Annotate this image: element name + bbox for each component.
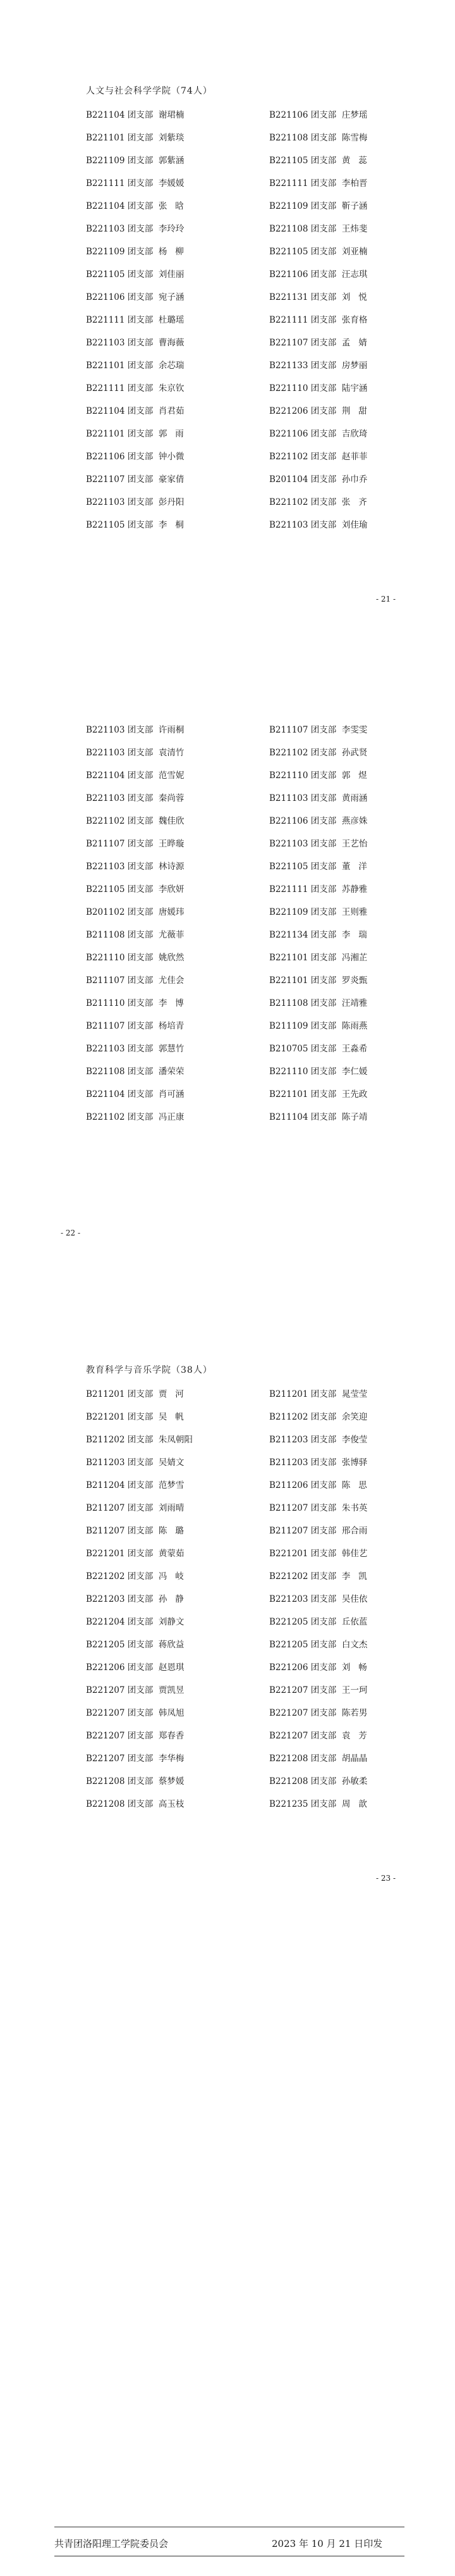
roster-entry: B211108 团支部 尤薇菲 xyxy=(86,930,185,940)
roster-row xyxy=(86,1706,402,1728)
roster-row xyxy=(86,1387,402,1409)
roster-entry: B221106 团支部 庄梦瑶 xyxy=(269,110,368,120)
roster-row xyxy=(86,973,402,996)
roster-row xyxy=(86,1019,402,1041)
roster-entry: B221111 团支部 杜璐瑶 xyxy=(86,315,185,325)
roster-entry: B211201 团支部 贾 河 xyxy=(86,1389,184,1399)
roster-entry: B221101 团支部 罗炎甄 xyxy=(269,975,368,986)
roster-entry: B221208 团支部 蔡梦媛 xyxy=(86,1776,185,1786)
roster-entry: B221103 团支部 郭慧竹 xyxy=(86,1044,185,1054)
roster-row xyxy=(86,199,402,221)
roster-entry: B221203 团支部 孙 静 xyxy=(86,1594,184,1604)
roster-entry: B221103 团支部 刘佳瑜 xyxy=(269,520,368,530)
roster-entry: B221235 团支部 周 歆 xyxy=(269,1799,367,1809)
roster-entry: B221202 团支部 冯 岐 xyxy=(86,1571,184,1582)
roster-entry: B221208 团支部 高玉枝 xyxy=(86,1799,185,1809)
roster-entry: B221105 团支部 李 桐 xyxy=(86,520,184,530)
roster-entry: B211107 团支部 杨培青 xyxy=(86,1021,185,1031)
roster-entry: B211207 团支部 朱书英 xyxy=(269,1503,368,1513)
roster-entry: B221101 团支部 冯湘芷 xyxy=(269,953,368,963)
roster-entry: B221109 团支部 杨 柳 xyxy=(86,247,184,257)
roster-entry: B221102 团支部 冯正康 xyxy=(86,1112,185,1122)
roster-entry: B221111 团支部 李媛媛 xyxy=(86,178,185,189)
roster-row xyxy=(86,1797,402,1819)
roster-entry: B221133 团支部 房梦丽 xyxy=(269,361,368,371)
roster-entry: B221106 团支部 汪志琪 xyxy=(269,269,368,280)
roster-entry: B221207 团支部 郑春香 xyxy=(86,1731,185,1741)
roster-entry: B221102 团支部 魏佳欣 xyxy=(86,816,185,826)
roster-row xyxy=(86,267,402,290)
roster-humanities-part2 xyxy=(86,722,402,1132)
roster-entry: B211206 团支部 陈 思 xyxy=(269,1480,367,1490)
roster-entry: B221208 团支部 胡晶晶 xyxy=(269,1754,368,1764)
roster-row xyxy=(86,1751,402,1774)
roster-entry: B221208 团支部 孙敏柔 xyxy=(269,1776,368,1786)
roster-row xyxy=(86,426,402,449)
roster-entry: B221108 团支部 陈雪梅 xyxy=(269,133,368,143)
roster-entry: B201102 团支部 唐媛玮 xyxy=(86,907,185,917)
roster-entry: B221106 团支部 钟小微 xyxy=(86,452,185,462)
roster-entry: B221108 团支部 王炜斐 xyxy=(269,224,368,234)
roster-entry: B221103 团支部 王艺怡 xyxy=(269,839,368,849)
roster-entry: B221110 团支部 陆宇涵 xyxy=(269,383,368,393)
roster-entry: B221202 团支部 李 凯 xyxy=(269,1571,367,1582)
roster-row xyxy=(86,1501,402,1523)
roster-entry: B211108 团支部 汪靖雅 xyxy=(269,998,368,1008)
roster-row xyxy=(86,449,402,472)
roster-entry: B211202 团支部 余笑迎 xyxy=(269,1412,368,1422)
roster-entry: B221106 团支部 燕彦姝 xyxy=(269,816,368,826)
roster-row xyxy=(86,1523,402,1546)
roster-entry: B221109 团支部 靳子涵 xyxy=(269,201,368,211)
roster-entry: B221207 团支部 贾凯昱 xyxy=(86,1685,185,1695)
section-title-education-music: 教育科学与音乐学院（38人） xyxy=(86,1365,212,1375)
roster-entry: B221105 团支部 董 洋 xyxy=(269,862,367,872)
roster-entry: B221110 团支部 郭 煜 xyxy=(269,771,367,781)
roster-row xyxy=(86,745,402,768)
roster-entry: B221103 团支部 秦尚蓉 xyxy=(86,793,185,803)
roster-entry: B211107 团支部 李雯雯 xyxy=(269,725,368,735)
roster-entry: B221110 团支部 李仁媛 xyxy=(269,1067,368,1077)
roster-row xyxy=(86,1728,402,1751)
roster-row xyxy=(86,722,402,745)
roster-entry: B221134 团支部 李 瑞 xyxy=(269,930,367,940)
roster-entry: B221104 团支部 肖君茹 xyxy=(86,406,185,416)
roster-entry: B211104 团支部 陈子靖 xyxy=(269,1112,368,1122)
roster-entry: B221103 团支部 曹海薇 xyxy=(86,338,185,348)
roster-entry: B221104 团支部 范雪妮 xyxy=(86,771,185,781)
roster-row xyxy=(86,1614,402,1637)
roster-row xyxy=(86,882,402,905)
roster-row xyxy=(86,1087,402,1110)
roster-row xyxy=(86,1478,402,1501)
roster-entry: B221201 团支部 吴 帆 xyxy=(86,1412,184,1422)
roster-entry: B211103 团支部 黄雨涵 xyxy=(269,793,368,803)
roster-row xyxy=(86,313,402,335)
roster-entry: B221102 团支部 张 齐 xyxy=(269,497,367,507)
roster-entry: B221105 团支部 李欣妍 xyxy=(86,884,185,895)
roster-row xyxy=(86,472,402,495)
roster-entry: B221109 团支部 郭紫涵 xyxy=(86,156,185,166)
roster-entry: B221103 团支部 许雨桐 xyxy=(86,725,185,735)
roster-entry: B221204 团支部 刘静文 xyxy=(86,1617,185,1627)
roster-entry: B221201 团支部 黄蒙茹 xyxy=(86,1549,185,1559)
roster-row xyxy=(86,381,402,404)
page-number: - 21 - xyxy=(376,595,396,604)
roster-entry: B221102 团支部 孙武贤 xyxy=(269,748,368,758)
roster-entry: B221103 团支部 袁清竹 xyxy=(86,748,185,758)
roster-row xyxy=(86,1569,402,1592)
roster-entry: B221111 团支部 朱京钦 xyxy=(86,383,185,393)
roster-entry: B211204 团支部 范梦雪 xyxy=(86,1480,185,1490)
roster-entry: B221107 团支部 孟 婧 xyxy=(269,338,367,348)
page-number: - 23 - xyxy=(376,1874,396,1883)
roster-row xyxy=(86,1110,402,1132)
roster-entry: B221203 团支部 吴佳依 xyxy=(269,1594,368,1604)
roster-entry: B221110 团支部 姚欣然 xyxy=(86,953,185,963)
roster-entry: B221111 团支部 苏静雅 xyxy=(269,884,368,895)
roster-entry: B221207 团支部 王一珂 xyxy=(269,1685,368,1695)
roster-entry: B221111 团支部 李柏晋 xyxy=(269,178,368,189)
roster-entry: B221205 团支部 白文杰 xyxy=(269,1640,368,1650)
roster-entry: B221111 团支部 张育格 xyxy=(269,315,368,325)
roster-row xyxy=(86,1455,402,1478)
roster-row xyxy=(86,791,402,814)
roster-row xyxy=(86,768,402,791)
roster-row xyxy=(86,290,402,313)
roster-entry: B211203 团支部 吴婧文 xyxy=(86,1458,185,1468)
roster-entry: B221131 团支部 刘 悦 xyxy=(269,292,367,302)
roster-entry: B221103 团支部 林诗源 xyxy=(86,862,185,872)
roster-row xyxy=(86,814,402,836)
roster-entry: B221206 团支部 荆 甜 xyxy=(269,406,367,416)
roster-entry: B221205 团支部 丘依蓝 xyxy=(269,1617,368,1627)
roster-entry: B201104 团支部 孙巾乔 xyxy=(269,474,368,485)
roster-entry: B210705 团支部 王淼希 xyxy=(269,1044,368,1054)
roster-row xyxy=(86,1041,402,1064)
roster-entry: B211201 团支部 晁莹莹 xyxy=(269,1389,368,1399)
roster-entry: B221107 团支部 豪家倩 xyxy=(86,474,185,485)
roster-entry: B211207 团支部 邢合雨 xyxy=(269,1526,368,1536)
roster-row xyxy=(86,1683,402,1706)
roster-entry: B221106 团支部 吉欣琦 xyxy=(269,429,368,439)
roster-entry: B211203 团支部 李俊莹 xyxy=(269,1435,368,1445)
roster-row xyxy=(86,221,402,244)
roster-entry: B221206 团支部 赵恩琪 xyxy=(86,1663,185,1673)
roster-entry: B221105 团支部 刘亚楠 xyxy=(269,247,368,257)
roster-humanities-part1 xyxy=(86,108,402,540)
roster-entry: B221201 团支部 韩佳艺 xyxy=(269,1549,368,1559)
roster-entry: B221105 团支部 刘佳丽 xyxy=(86,269,185,280)
roster-entry: B211203 团支部 张博驿 xyxy=(269,1458,368,1468)
page-number: - 22 - xyxy=(61,1229,81,1237)
roster-entry: B221108 团支部 潘荣荣 xyxy=(86,1067,185,1077)
roster-row xyxy=(86,1409,402,1432)
roster-row xyxy=(86,335,402,358)
roster-entry: B221106 团支部 宛子涵 xyxy=(86,292,185,302)
roster-row xyxy=(86,130,402,153)
roster-entry: B221109 团支部 王则雅 xyxy=(269,907,368,917)
roster-entry: B221206 团支部 刘 畅 xyxy=(269,1663,367,1673)
roster-entry: B221101 团支部 王先政 xyxy=(269,1089,368,1099)
roster-row xyxy=(86,859,402,882)
roster-row xyxy=(86,1592,402,1614)
roster-row xyxy=(86,153,402,176)
roster-entry: B221207 团支部 李华梅 xyxy=(86,1754,185,1764)
roster-row xyxy=(86,950,402,973)
roster-entry: B221103 团支部 李玲玲 xyxy=(86,224,185,234)
roster-entry: B221104 团支部 张 晗 xyxy=(86,201,184,211)
roster-entry: B211109 团支部 陈雨燕 xyxy=(269,1021,368,1031)
roster-entry: B221207 团支部 袁 芳 xyxy=(269,1731,367,1741)
roster-entry: B221101 团支部 余芯瑞 xyxy=(86,361,185,371)
roster-entry: B211107 团支部 尤佳会 xyxy=(86,975,185,986)
roster-row xyxy=(86,836,402,859)
roster-row xyxy=(86,1064,402,1087)
roster-row xyxy=(86,517,402,540)
roster-row xyxy=(86,1637,402,1660)
roster-row xyxy=(86,495,402,517)
roster-row xyxy=(86,404,402,426)
roster-entry: B221101 团支部 刘紫琰 xyxy=(86,133,185,143)
roster-entry: B221207 团支部 陈若男 xyxy=(269,1708,368,1718)
roster-entry: B211110 团支部 李 博 xyxy=(86,998,184,1008)
roster-entry: B211107 团支部 王晔璇 xyxy=(86,839,185,849)
roster-row xyxy=(86,244,402,267)
roster-entry: B221104 团支部 谢珺楠 xyxy=(86,110,185,120)
roster-entry: B221102 团支部 赵菲菲 xyxy=(269,452,368,462)
footer-issuer: 共青团洛阳理工学院委员会 xyxy=(54,2538,169,2549)
roster-education-music xyxy=(86,1387,402,1819)
roster-row xyxy=(86,108,402,130)
roster-entry: B221101 团支部 郭 雨 xyxy=(86,429,184,439)
roster-row xyxy=(86,1660,402,1683)
section-title-humanities: 人文与社会科学学院（74人） xyxy=(86,86,212,96)
roster-row xyxy=(86,1546,402,1569)
roster-entry: B211202 团支部 朱凤朝阳 xyxy=(86,1435,193,1445)
roster-row xyxy=(86,927,402,950)
footer-date: 2023 年 10 月 21 日印发 xyxy=(272,2538,383,2549)
roster-row xyxy=(86,358,402,381)
roster-entry: B211207 团支部 刘雨晴 xyxy=(86,1503,185,1513)
roster-row xyxy=(86,176,402,199)
roster-row xyxy=(86,996,402,1019)
roster-row xyxy=(86,1432,402,1455)
roster-row xyxy=(86,905,402,927)
roster-entry: B221205 团支部 蒋欣益 xyxy=(86,1640,185,1650)
roster-row xyxy=(86,1774,402,1797)
roster-entry: B221104 团支部 肖可涵 xyxy=(86,1089,185,1099)
roster-entry: B211207 团支部 陈 璐 xyxy=(86,1526,184,1536)
roster-entry: B221103 团支部 彭丹阳 xyxy=(86,497,185,507)
roster-entry: B221105 团支部 黄 蕊 xyxy=(269,156,367,166)
roster-entry: B221207 团支部 韩凤旭 xyxy=(86,1708,185,1718)
